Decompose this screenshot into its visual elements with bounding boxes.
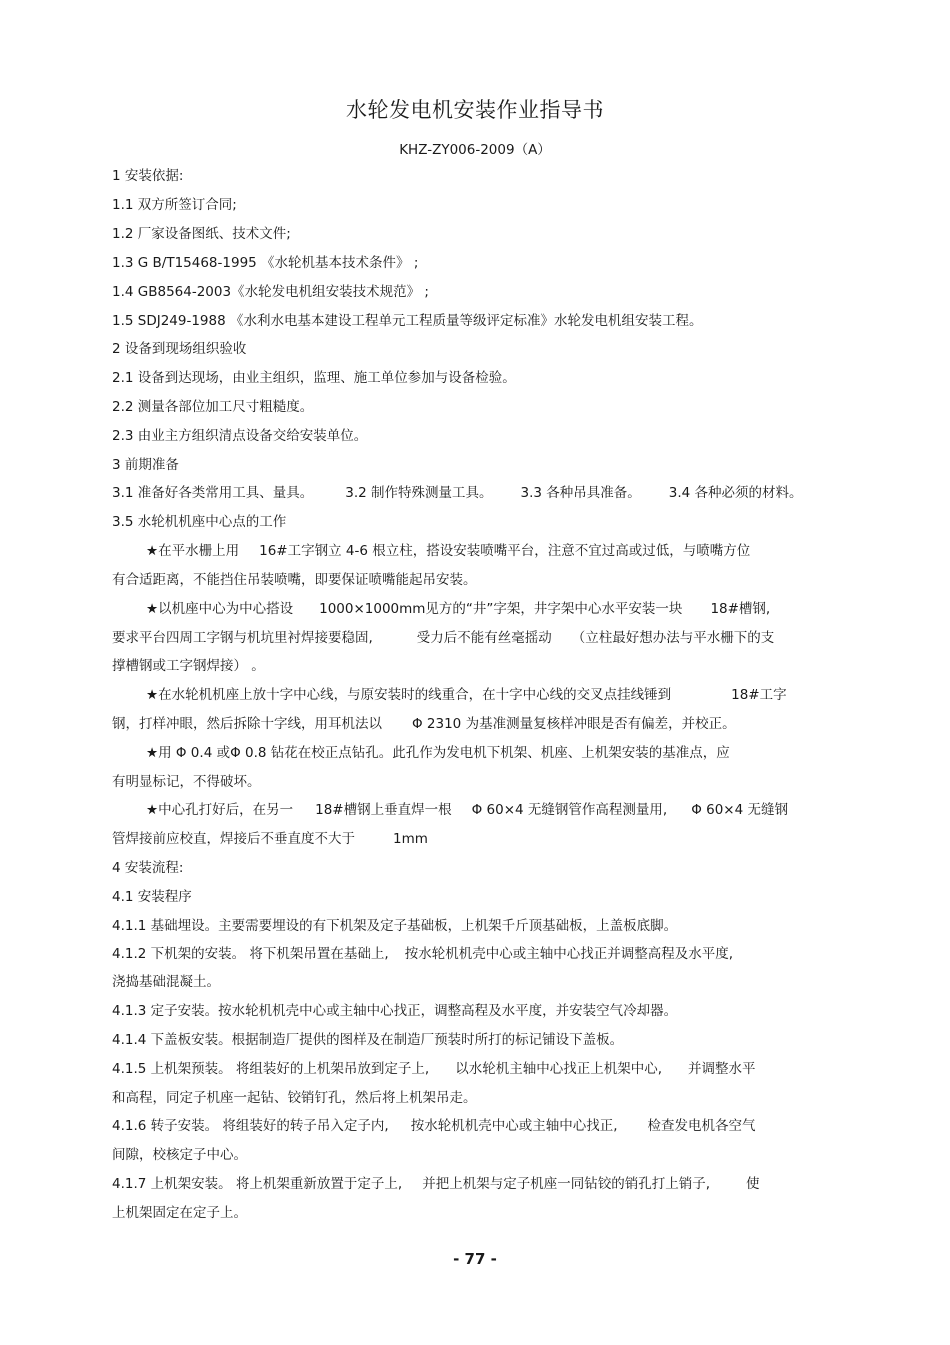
paragraph [146, 800, 906, 820]
text-fragment: ★以机座中心为中心搭设 [146, 601, 294, 617]
text-fragment: 3.3 各种吊具准备。 [520, 485, 641, 501]
paragraph [112, 483, 872, 503]
text-fragment: ★在水轮机机座上放十字中心线，与原安装时的线重合，在十字中心线的交叉点挂线锤到 [146, 687, 672, 703]
text-fragment: 管焊接前应校直，焊接后不垂直度不大于 [112, 831, 355, 847]
paragraph: 4.1.4 下盖板安装。根据制造厂提供的图样及在制造厂预装时所打的标记铺设下盖板。 [112, 1032, 624, 1048]
text-fragment: 4.1.6 转子安装。 将组装好的转子吊入定子内, [112, 1118, 389, 1134]
document-title: 水轮发电机安装作业指导书 [346, 98, 604, 122]
text-fragment: ★中心孔打好后，在另一 [146, 802, 294, 818]
paragraph: 有合适距离，不能挡住吊装喷嘴，即要保证喷嘴能起吊安装。 [112, 572, 477, 588]
page-number: - 77 - [453, 1250, 497, 1268]
text-fragment: 按水轮机机壳中心或主轴中心找正并调整高程及水平度, [404, 946, 734, 962]
paragraph: 2.1 设备到达现场，由业主组织，监理、施工单位参加与设备检验。 [112, 370, 516, 386]
text-fragment: 并把上机架与定子机座一同钻铰的销孔打上销子, [422, 1176, 711, 1192]
text-fragment: 18#工字 [731, 687, 787, 703]
text-fragment: 检查发电机各空气 [647, 1118, 756, 1134]
text-fragment: 要求平台四周工字钢与机坑里衬焊接要稳固, [112, 630, 373, 646]
text-fragment: 使 [746, 1176, 760, 1192]
paragraph: 和高程，同定子机座一起钻、铰销钉孔，然后将上机架吊走。 [112, 1090, 477, 1106]
text-fragment: Φ 60×4 无缝钢管作高程测量用, [471, 802, 668, 818]
paragraph: 间隙，校核定子中心。 [112, 1147, 247, 1163]
text-fragment: 并调整水平 [688, 1061, 756, 1077]
text-fragment: 4.1.7 上机架安装。 将上机架重新放置于定子上, [112, 1176, 403, 1192]
paragraph: 1.1 双方所签订合同; [112, 197, 237, 213]
text-fragment: 3.2 制作特殊测量工具。 [345, 485, 493, 501]
section-heading: 2 设备到现场组织验收 [112, 341, 247, 357]
text-fragment: 18#槽钢上垂直焊一根 [315, 802, 452, 818]
section-heading: 1 安装依据: [112, 168, 184, 184]
paragraph [146, 599, 906, 619]
paragraph: 1.2 厂家设备图纸、技术文件; [112, 226, 291, 242]
paragraph: 1.3 G B/T15468-1995 《水轮机基本技术条件》 ; [112, 255, 419, 271]
text-fragment: （立柱最好想办法与平水栅下的支 [571, 630, 775, 646]
paragraph: 4.1 安装程序 [112, 889, 192, 905]
text-fragment: ★在平水栅上用 [146, 543, 240, 559]
paragraph: 4.1.3 定子安装。按水轮机机壳中心或主轴中心找正，调整高程及水平度，并安装空气冷却器。 [112, 1003, 678, 1019]
paragraph: 2.2 测量各部位加工尺寸粗糙度。 [112, 399, 314, 415]
paragraph [146, 541, 906, 561]
text-fragment: 1mm [393, 831, 428, 847]
text-fragment: 3.1 准备好各类常用工具、量具。 [112, 485, 314, 501]
text-fragment: 1000×1000mm见方的“井”字架，井字架中心水平安装一块 [319, 601, 683, 617]
paragraph: ★用 Φ 0.4 或Φ 0.8 钻花在校正点钻孔。此孔作为发电机下机架、机座、上机架安装的基准点，应 [146, 745, 730, 761]
paragraph: 1.4 GB8564-2003《水轮发电机组安装技术规范》 ; [112, 284, 429, 300]
paragraph: 浇捣基础混凝土。 [112, 974, 220, 990]
paragraph: 3.5 水轮机机座中心点的工作 [112, 514, 287, 530]
text-fragment: 18#槽钢, [710, 601, 771, 617]
paragraph: 2.3 由业主方组织清点设备交给安装单位。 [112, 428, 368, 444]
paragraph: 有明显标记，不得破坏。 [112, 774, 261, 790]
paragraph [112, 714, 872, 734]
text-fragment: 钢，打样冲眼，然后拆除十字线，用耳机法以 [112, 716, 382, 732]
paragraph: 4.1.1 基础埋设。主要需要埋设的有下机架及定子基础板，上机架千斤顶基础板，上盖板底脚。 [112, 918, 678, 934]
text-fragment: 以水轮机主轴中心找正上机架中心, [455, 1061, 663, 1077]
paragraph [112, 1116, 872, 1136]
text-fragment: 4.1.5 上机架预装。 将组装好的上机架吊放到定子上, [112, 1061, 430, 1077]
paragraph [112, 1059, 872, 1079]
text-fragment: 4.1.2 下机架的安装。 将下机架吊置在基础上, [112, 946, 389, 962]
text-fragment: 3.4 各种必须的材料。 [668, 485, 803, 501]
document-code: KHZ-ZY006-2009（A） [399, 142, 551, 158]
text-fragment: Φ 60×4 无缝钢 [691, 802, 788, 818]
section-heading: 3 前期准备 [112, 457, 179, 473]
paragraph: 撑槽钢或工字钢焊接） 。 [112, 658, 265, 674]
paragraph [112, 628, 872, 648]
text-fragment: 受力后不能有丝毫摇动 [416, 630, 552, 646]
paragraph [146, 685, 906, 705]
paragraph: 1.5 SDJ249-1988 《水利水电基本建设工程单元工程质量等级评定标准》水轮发电机组安装工程。 [112, 313, 703, 329]
text-fragment: 按水轮机机壳中心或主轴中心找正, [410, 1118, 618, 1134]
section-heading: 4 安装流程: [112, 860, 184, 876]
paragraph: 上机架固定在定子上。 [112, 1205, 247, 1221]
text-fragment: 16#工字钢立 4-6 根立柱，搭设安装喷嘴平台，注意不宜过高或过低，与喷嘴方位 [259, 543, 751, 559]
paragraph [112, 944, 872, 964]
paragraph [112, 829, 872, 849]
text-fragment: Φ 2310 为基准测量复核样冲眼是否有偏差，并校正。 [412, 716, 736, 732]
paragraph [112, 1174, 872, 1194]
